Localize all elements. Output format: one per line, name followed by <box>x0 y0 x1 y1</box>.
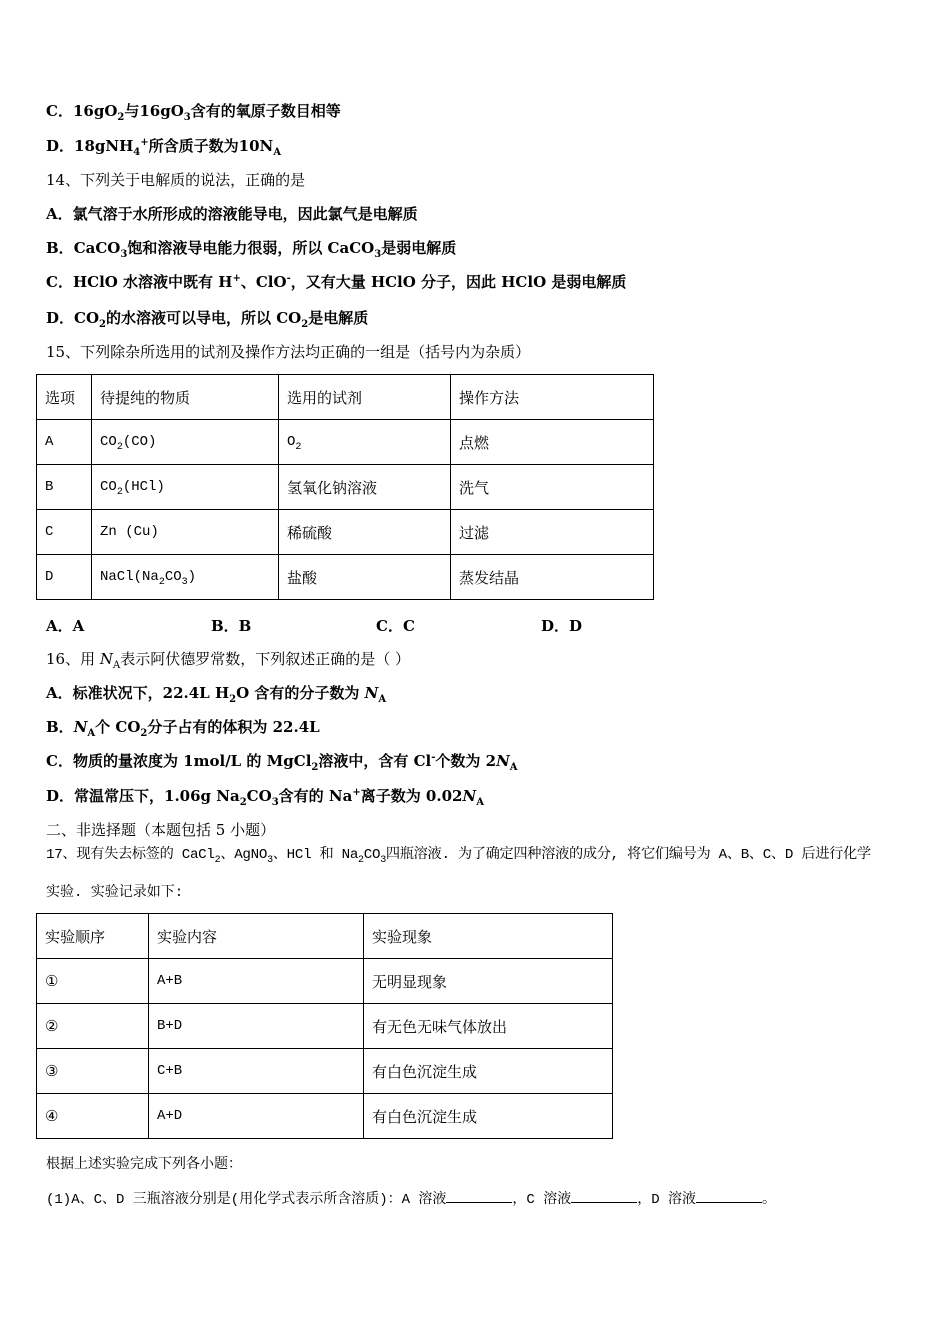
option-cell: C <box>37 510 92 555</box>
q16-stem: 16、用 $N_A$表示阿伏德罗常数，下列叙述正确的是（ ） <box>46 650 410 671</box>
header-cell: 操作方法 <box>451 375 654 420</box>
substance-cell: Zn (Cu) <box>92 510 279 555</box>
section-title: 二、非选择题（本题包括 5 小题） <box>46 821 276 839</box>
answer-blank-a[interactable] <box>446 1188 512 1203</box>
option-cell: A <box>37 420 92 465</box>
header-cell: 选用的试剂 <box>279 375 451 420</box>
reagent-cell: 稀硫酸 <box>279 510 451 555</box>
option-cell: B <box>37 465 92 510</box>
q17-stem: 17、现有失去标签的 CaCl$_2$、AgNO$_3$、HCl 和 $Na_2CO_3$四瓶溶液. 为了确定四种溶液的成分, 将它们编号为 A、B、C、D 后进行化学 <box>46 847 871 866</box>
q15-choice-a: A．A <box>46 617 85 635</box>
order-cell: ② <box>37 1004 149 1049</box>
substance-cell: $NaCl(Na_2CO_3)$ <box>92 555 279 600</box>
phenomenon-cell: 有白色沉淀生成 <box>364 1094 613 1139</box>
q15-table <box>36 374 654 600</box>
reagent-cell: 氢氧化钠溶液 <box>279 465 451 510</box>
method-cell: 洗气 <box>451 465 654 510</box>
table-row <box>37 420 654 465</box>
reagent-cell: $O_2$ <box>279 420 451 465</box>
q16-option-a: A．标准状况下，22.4L $H_2O$ 含有的分子数为 $N_A$ <box>46 684 387 705</box>
q14-stem: 14、下列关于电解质的说法，正确的是 <box>46 171 306 189</box>
phenomenon-cell: 无明显现象 <box>364 959 613 1004</box>
q16-option-b: B．$N_A$个 $CO_2$分子占有的体积为 22.4L <box>46 718 320 739</box>
table-header-row <box>37 914 613 959</box>
table-row <box>37 1049 613 1094</box>
q17-instruction: 根据上述实验完成下列各小题： <box>46 1157 242 1173</box>
header-cell: 选项 <box>37 375 92 420</box>
q13-option-d: D．18gNH$_4$+所含质子数为$10N_A$ <box>46 137 281 158</box>
q14-option-b: B．CaCO$_3$饱和溶液导电能力很弱，所以 CaCO$_3$是弱电解质 <box>46 239 457 260</box>
header-cell: 实验现象 <box>364 914 613 959</box>
content-cell: A+D <box>149 1094 364 1139</box>
q17-table <box>36 913 613 1139</box>
answer-blank-c[interactable] <box>571 1188 637 1203</box>
order-cell: ① <box>37 959 149 1004</box>
content-cell: A+B <box>149 959 364 1004</box>
q15-choice-b: B．B <box>211 617 252 635</box>
phenomenon-cell: 有无色无味气体放出 <box>364 1004 613 1049</box>
substance-cell: $CO_2(CO)$ <box>92 420 279 465</box>
table-row <box>37 1094 613 1139</box>
q17-part1: (1)A、C、D 三瓶溶液分别是(用化学式表示所含溶质)：A 溶液 ，C 溶液 ，D 溶液 。 <box>46 1188 776 1210</box>
option-cell: D <box>37 555 92 600</box>
table-row <box>37 959 613 1004</box>
method-cell: 蒸发结晶 <box>451 555 654 600</box>
q15-choice-c: C．C <box>376 617 415 635</box>
header-cell: 待提纯的物质 <box>92 375 279 420</box>
table-row <box>37 555 654 600</box>
substance-cell: $CO_2(HCl)$ <box>92 465 279 510</box>
phenomenon-cell: 有白色沉淀生成 <box>364 1049 613 1094</box>
content-cell: C+B <box>149 1049 364 1094</box>
answer-blank-d[interactable] <box>696 1188 762 1203</box>
table-header-row <box>37 375 654 420</box>
header-cell: 实验顺序 <box>37 914 149 959</box>
order-cell: ③ <box>37 1049 149 1094</box>
content-cell: B+D <box>149 1004 364 1049</box>
q14-option-a: A．氯气溶于水所形成的溶液能导电，因此氯气是电解质 <box>46 205 418 223</box>
q15-stem: 15、下列除杂所选用的试剂及操作方法均正确的一组是（括号内为杂质） <box>46 343 531 361</box>
q15-choices <box>46 616 582 636</box>
q17-stem-line2: 实验. 实验记录如下: <box>46 885 184 901</box>
q15-choice-d: D．D <box>541 617 583 635</box>
q14-option-d: D．$CO_2$的水溶液可以导电，所以 $CO_2$是电解质 <box>46 309 369 330</box>
method-cell: 过滤 <box>451 510 654 555</box>
header-cell: 实验内容 <box>149 914 364 959</box>
table-row <box>37 510 654 555</box>
q14-option-c: C．HClO 水溶液中既有 H+、ClO-，又有大量 HClO 分子，因此 HClO 是弱电解质 <box>46 273 627 291</box>
method-cell: 点燃 <box>451 420 654 465</box>
table-row <box>37 1004 613 1049</box>
q16-option-c: C．物质的量浓度为 1mol/L 的 MgCl$_2$溶液中，含有 Cl-个数为 $2N_A$ <box>46 752 518 773</box>
reagent-cell: 盐酸 <box>279 555 451 600</box>
q16-option-d: D．常温常压下，1.06g $Na_2CO_3$含有的 Na+离子数为 $0.02N_A$ <box>46 787 484 808</box>
table-row <box>37 465 654 510</box>
order-cell: ④ <box>37 1094 149 1139</box>
q13-option-c: C．$16gO_2$与$16gO_3$含有的氧原子数目相等 <box>46 102 341 123</box>
